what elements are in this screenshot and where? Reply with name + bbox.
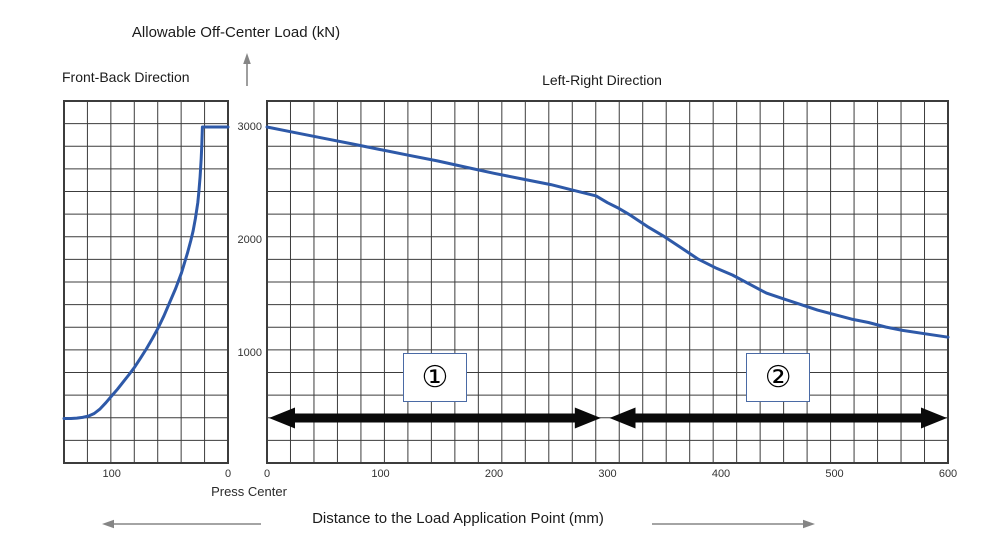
x-tick-label: 400 <box>711 468 731 480</box>
y-axis-title: Allowable Off-Center Load (kN) <box>131 24 341 41</box>
left-right-grid <box>267 101 948 463</box>
y-tick-label: 1000 <box>237 347 262 359</box>
front-back-panel-label: Front-Back Direction <box>62 69 190 85</box>
x-tick-label: 100 <box>102 468 121 480</box>
region-2-arrow <box>610 408 948 429</box>
front-back-grid <box>64 101 228 463</box>
x-tick-label: 600 <box>938 468 958 480</box>
x-tick-label: 0 <box>263 468 271 480</box>
x-tick-label: 100 <box>371 468 390 480</box>
press-center-label: Press Center <box>211 484 287 499</box>
x-tick-label: 500 <box>825 468 844 480</box>
left-right-curve <box>267 127 948 337</box>
x-tick-label: 300 <box>598 468 617 480</box>
x-axis-title: Distance to the Load Application Point (mm) <box>312 510 604 527</box>
region-1-arrow <box>269 408 601 429</box>
front-back-curve <box>64 127 228 419</box>
y-tick-label: 2000 <box>237 234 262 246</box>
y-axis-direction-arrow <box>243 53 251 86</box>
x-tick-label: 0 <box>224 468 232 480</box>
x-tick-label: 200 <box>484 468 504 480</box>
y-tick-label: 3000 <box>237 121 262 133</box>
region-2-label-box: ② <box>746 353 810 402</box>
left-right-panel-label: Left-Right Direction <box>542 72 662 88</box>
region-1-label-box: ① <box>403 353 467 402</box>
